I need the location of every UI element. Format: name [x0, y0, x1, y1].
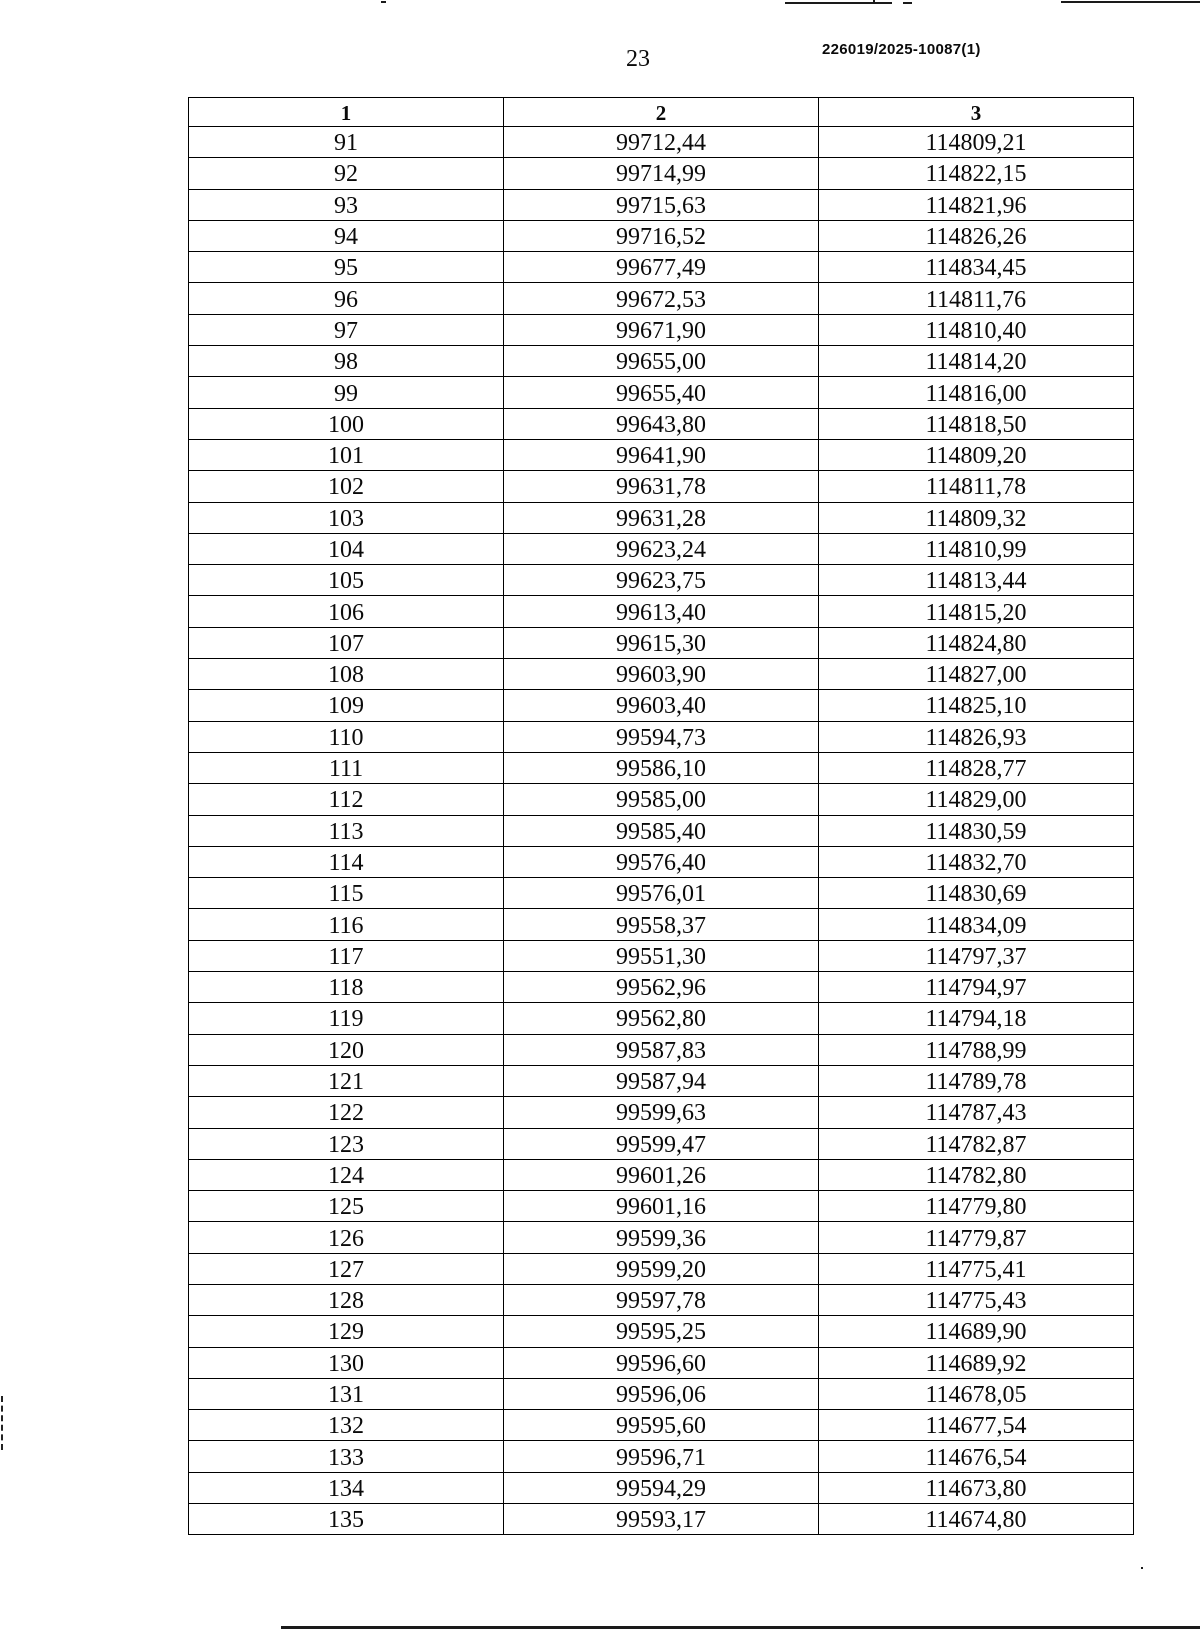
table-cell-col-3: 114779,80 — [819, 1191, 1134, 1222]
table-cell-col-3: 114834,45 — [819, 252, 1134, 283]
table-cell-col-2: 99655,40 — [504, 377, 819, 408]
table-cell-col-3: 114797,37 — [819, 940, 1134, 971]
table-row — [189, 596, 1134, 627]
table-cell-col-1: 110 — [189, 721, 504, 752]
table-cell-col-1: 101 — [189, 439, 504, 470]
table-cell-col-2: 99677,49 — [504, 252, 819, 283]
scan-artifact-dashed-line — [1, 1396, 3, 1450]
table-row — [189, 346, 1134, 377]
table-cell-col-2: 99558,37 — [504, 909, 819, 940]
table-body — [189, 127, 1134, 1535]
table-cell-col-3: 114809,20 — [819, 439, 1134, 470]
table-row — [189, 1159, 1134, 1190]
table-row — [189, 909, 1134, 940]
table-cell-col-1: 95 — [189, 252, 504, 283]
table-cell-col-2: 99715,63 — [504, 189, 819, 220]
table-cell-col-3: 114814,20 — [819, 346, 1134, 377]
table-cell-col-2: 99631,78 — [504, 471, 819, 502]
table-cell-col-3: 114826,26 — [819, 220, 1134, 251]
table-cell-col-2: 99712,44 — [504, 127, 819, 158]
table-cell-col-2: 99594,29 — [504, 1472, 819, 1503]
table-cell-col-2: 99586,10 — [504, 752, 819, 783]
table-cell-col-3: 114789,78 — [819, 1065, 1134, 1096]
table-cell-col-1: 135 — [189, 1504, 504, 1535]
table-row — [189, 721, 1134, 752]
table-cell-col-1: 114 — [189, 846, 504, 877]
table-cell-col-3: 114830,69 — [819, 878, 1134, 909]
table-cell-col-1: 104 — [189, 533, 504, 564]
table-cell-col-3: 114810,40 — [819, 314, 1134, 345]
table-cell-col-1: 122 — [189, 1097, 504, 1128]
table-cell-col-2: 99551,30 — [504, 940, 819, 971]
table-cell-col-2: 99599,47 — [504, 1128, 819, 1159]
table-cell-col-1: 97 — [189, 314, 504, 345]
table-row — [189, 377, 1134, 408]
table-cell-col-2: 99714,99 — [504, 158, 819, 189]
table-cell-col-1: 132 — [189, 1410, 504, 1441]
table-row — [189, 1316, 1134, 1347]
table-header — [189, 98, 1134, 127]
table-cell-col-2: 99596,06 — [504, 1378, 819, 1409]
table-cell-col-1: 116 — [189, 909, 504, 940]
table-cell-col-2: 99595,60 — [504, 1410, 819, 1441]
table-cell-col-3: 114816,00 — [819, 377, 1134, 408]
table-cell-col-2: 99623,75 — [504, 565, 819, 596]
table-cell-col-3: 114825,10 — [819, 690, 1134, 721]
table-cell-col-1: 103 — [189, 502, 504, 533]
document-registration-number: 226019/2025-10087(1) — [822, 41, 981, 58]
table-cell-col-2: 99671,90 — [504, 314, 819, 345]
table-cell-col-2: 99585,00 — [504, 784, 819, 815]
table-cell-col-1: 111 — [189, 752, 504, 783]
table-cell-col-1: 106 — [189, 596, 504, 627]
table-row — [189, 1003, 1134, 1034]
table-row — [189, 1097, 1134, 1128]
table-cell-col-1: 96 — [189, 283, 504, 314]
table-cell-col-3: 114809,21 — [819, 127, 1134, 158]
table-cell-col-2: 99593,17 — [504, 1504, 819, 1535]
table-cell-col-2: 99599,20 — [504, 1253, 819, 1284]
table-cell-col-3: 114782,87 — [819, 1128, 1134, 1159]
table-row — [189, 1410, 1134, 1441]
table-row — [189, 439, 1134, 470]
table-row — [189, 940, 1134, 971]
table-cell-col-3: 114779,87 — [819, 1222, 1134, 1253]
table-cell-col-2: 99576,40 — [504, 846, 819, 877]
table-cell-col-3: 114673,80 — [819, 1472, 1134, 1503]
table-header-row — [189, 98, 1134, 127]
table-cell-col-3: 114775,41 — [819, 1253, 1134, 1284]
table-cell-col-2: 99562,80 — [504, 1003, 819, 1034]
table-header-cell-3: 3 — [819, 98, 1134, 127]
table-row — [189, 1222, 1134, 1253]
table-cell-col-2: 99596,60 — [504, 1347, 819, 1378]
table-row — [189, 283, 1134, 314]
table-cell-col-3: 114832,70 — [819, 846, 1134, 877]
table-row — [189, 784, 1134, 815]
table-row — [189, 1378, 1134, 1409]
table-row — [189, 752, 1134, 783]
table-cell-col-1: 123 — [189, 1128, 504, 1159]
table-cell-col-3: 114787,43 — [819, 1097, 1134, 1128]
table-row — [189, 627, 1134, 658]
table-cell-col-2: 99599,63 — [504, 1097, 819, 1128]
table-row — [189, 1504, 1134, 1535]
table-row — [189, 1191, 1134, 1222]
table-cell-col-2: 99594,73 — [504, 721, 819, 752]
page-number: 23 — [626, 46, 650, 72]
table-cell-col-2: 99601,16 — [504, 1191, 819, 1222]
table-row — [189, 408, 1134, 439]
table-row — [189, 314, 1134, 345]
table-row — [189, 1472, 1134, 1503]
table-cell-col-1: 100 — [189, 408, 504, 439]
data-table — [188, 97, 1134, 1535]
table-cell-col-1: 121 — [189, 1065, 504, 1096]
table-cell-col-1: 125 — [189, 1191, 504, 1222]
table-cell-col-3: 114809,32 — [819, 502, 1134, 533]
table-row — [189, 158, 1134, 189]
table-cell-col-2: 99562,96 — [504, 972, 819, 1003]
table-cell-col-1: 107 — [189, 627, 504, 658]
table-cell-col-1: 120 — [189, 1034, 504, 1065]
table-cell-col-1: 112 — [189, 784, 504, 815]
table-cell-col-3: 114794,18 — [819, 1003, 1134, 1034]
table-cell-col-3: 114782,80 — [819, 1159, 1134, 1190]
table-row — [189, 1253, 1134, 1284]
scan-artifact-mark — [903, 2, 912, 4]
table-row — [189, 815, 1134, 846]
table-header-cell-2: 2 — [504, 98, 819, 127]
table-cell-col-3: 114810,99 — [819, 533, 1134, 564]
table-row — [189, 1284, 1134, 1315]
table-cell-col-3: 114689,90 — [819, 1316, 1134, 1347]
table-cell-col-1: 99 — [189, 377, 504, 408]
table-cell-col-3: 114794,97 — [819, 972, 1134, 1003]
table-cell-col-2: 99587,94 — [504, 1065, 819, 1096]
table-cell-col-2: 99601,26 — [504, 1159, 819, 1190]
table-row — [189, 1034, 1134, 1065]
table-row — [189, 1347, 1134, 1378]
table-cell-col-2: 99655,00 — [504, 346, 819, 377]
table-cell-col-1: 129 — [189, 1316, 504, 1347]
table-cell-col-2: 99599,36 — [504, 1222, 819, 1253]
table-cell-col-1: 128 — [189, 1284, 504, 1315]
table-cell-col-3: 114818,50 — [819, 408, 1134, 439]
table-cell-col-1: 108 — [189, 659, 504, 690]
table-cell-col-1: 94 — [189, 220, 504, 251]
table-cell-col-1: 134 — [189, 1472, 504, 1503]
table-cell-col-2: 99641,90 — [504, 439, 819, 470]
table-cell-col-3: 114677,54 — [819, 1410, 1134, 1441]
table-cell-col-1: 124 — [189, 1159, 504, 1190]
table-row — [189, 502, 1134, 533]
table-cell-col-3: 114775,43 — [819, 1284, 1134, 1315]
table-row — [189, 471, 1134, 502]
table-cell-col-1: 109 — [189, 690, 504, 721]
table-cell-col-3: 114674,80 — [819, 1504, 1134, 1535]
table-row — [189, 1441, 1134, 1472]
table-cell-col-1: 102 — [189, 471, 504, 502]
table-cell-col-3: 114827,00 — [819, 659, 1134, 690]
table-row — [189, 1128, 1134, 1159]
scan-artifact-mark — [873, 0, 875, 4]
table-row — [189, 1065, 1134, 1096]
table-cell-col-1: 131 — [189, 1378, 504, 1409]
table-cell-col-3: 114815,20 — [819, 596, 1134, 627]
table-cell-col-2: 99603,40 — [504, 690, 819, 721]
table-row — [189, 533, 1134, 564]
table-cell-col-2: 99615,30 — [504, 627, 819, 658]
table-cell-col-1: 118 — [189, 972, 504, 1003]
table-cell-col-1: 130 — [189, 1347, 504, 1378]
table-cell-col-3: 114813,44 — [819, 565, 1134, 596]
table-row — [189, 189, 1134, 220]
table-cell-col-1: 93 — [189, 189, 504, 220]
table-cell-col-2: 99631,28 — [504, 502, 819, 533]
table-cell-col-1: 115 — [189, 878, 504, 909]
table-cell-col-2: 99597,78 — [504, 1284, 819, 1315]
table-cell-col-2: 99595,25 — [504, 1316, 819, 1347]
table-cell-col-2: 99596,71 — [504, 1441, 819, 1472]
table-cell-col-1: 117 — [189, 940, 504, 971]
table-cell-col-3: 114826,93 — [819, 721, 1134, 752]
table-cell-col-2: 99716,52 — [504, 220, 819, 251]
table-row — [189, 972, 1134, 1003]
table-row — [189, 690, 1134, 721]
table-row — [189, 127, 1134, 158]
table-cell-col-3: 114829,00 — [819, 784, 1134, 815]
table-cell-col-3: 114834,09 — [819, 909, 1134, 940]
table-cell-col-3: 114811,78 — [819, 471, 1134, 502]
table-row — [189, 565, 1134, 596]
scan-artifact-line — [281, 1626, 1200, 1629]
table-cell-col-2: 99613,40 — [504, 596, 819, 627]
table-cell-col-2: 99643,80 — [504, 408, 819, 439]
table-cell-col-2: 99623,24 — [504, 533, 819, 564]
table-header-cell-1: 1 — [189, 98, 504, 127]
table-cell-col-2: 99603,90 — [504, 659, 819, 690]
table-cell-col-1: 92 — [189, 158, 504, 189]
table-cell-col-3: 114811,76 — [819, 283, 1134, 314]
table-cell-col-2: 99576,01 — [504, 878, 819, 909]
table-cell-col-1: 126 — [189, 1222, 504, 1253]
table-row — [189, 659, 1134, 690]
table-cell-col-2: 99672,53 — [504, 283, 819, 314]
table-cell-col-1: 113 — [189, 815, 504, 846]
table-cell-col-3: 114828,77 — [819, 752, 1134, 783]
table-cell-col-1: 127 — [189, 1253, 504, 1284]
scan-artifact-line — [1061, 1, 1200, 3]
table-row — [189, 220, 1134, 251]
table-cell-col-3: 114822,15 — [819, 158, 1134, 189]
table-cell-col-1: 91 — [189, 127, 504, 158]
table-cell-col-1: 98 — [189, 346, 504, 377]
table-cell-col-1: 133 — [189, 1441, 504, 1472]
table-cell-col-3: 114788,99 — [819, 1034, 1134, 1065]
table-cell-col-2: 99585,40 — [504, 815, 819, 846]
table-row — [189, 252, 1134, 283]
scan-artifact-mark — [381, 1, 386, 3]
table-row — [189, 846, 1134, 877]
table-cell-col-3: 114678,05 — [819, 1378, 1134, 1409]
scan-artifact-dot — [1141, 1567, 1143, 1569]
table-cell-col-3: 114821,96 — [819, 189, 1134, 220]
table-row — [189, 878, 1134, 909]
table-cell-col-3: 114824,80 — [819, 627, 1134, 658]
table-cell-col-1: 105 — [189, 565, 504, 596]
table-cell-col-1: 119 — [189, 1003, 504, 1034]
scan-artifact-line — [785, 2, 892, 4]
table-cell-col-3: 114830,59 — [819, 815, 1134, 846]
table-cell-col-2: 99587,83 — [504, 1034, 819, 1065]
table-cell-col-3: 114689,92 — [819, 1347, 1134, 1378]
table-cell-col-3: 114676,54 — [819, 1441, 1134, 1472]
